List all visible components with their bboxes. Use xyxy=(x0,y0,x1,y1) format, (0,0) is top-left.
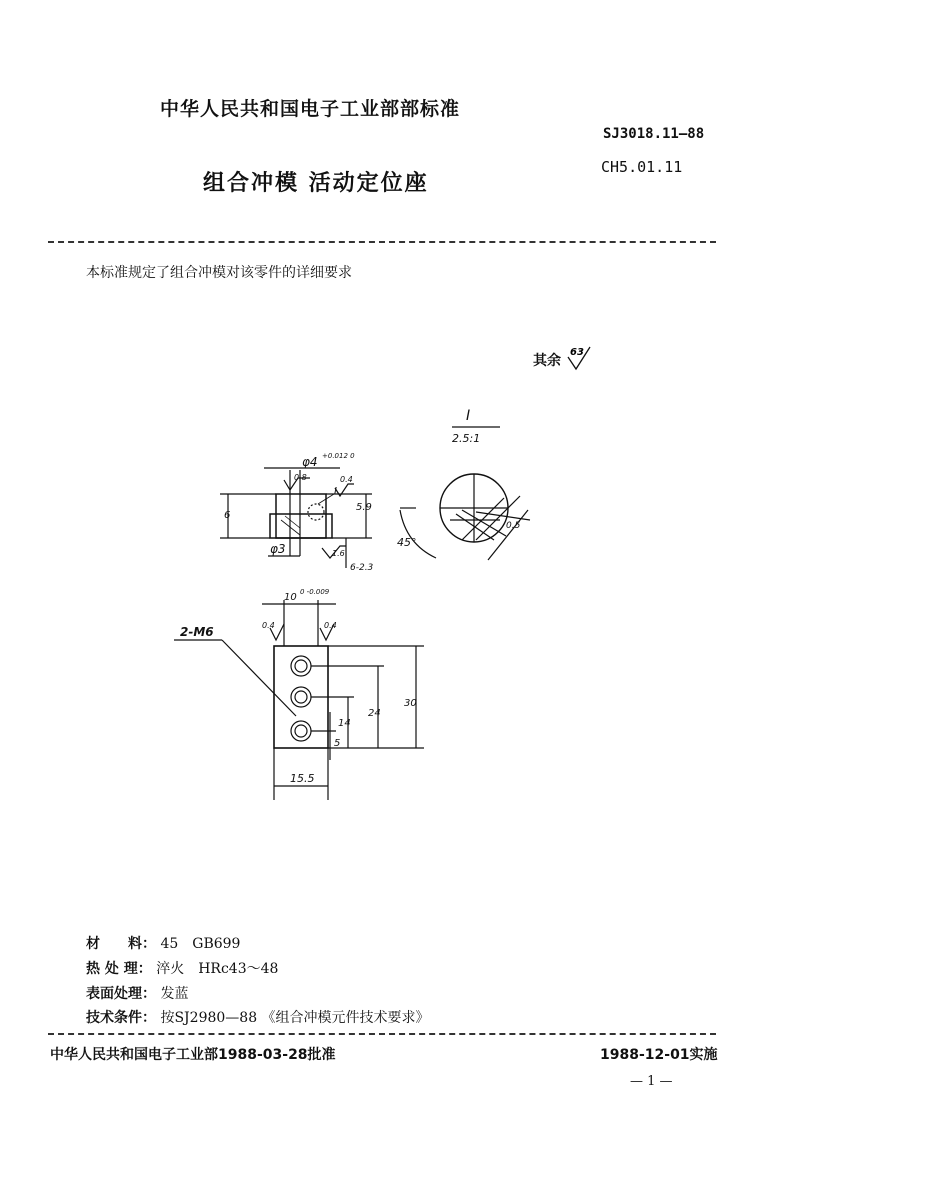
rough-04-label: 0.4 xyxy=(340,475,353,484)
spec-technical-conditions-label: 技术条件： xyxy=(86,1010,156,1026)
thread-hole-3 xyxy=(291,721,311,741)
effective-date: 1988-12-01实施 xyxy=(600,1047,718,1063)
top-view-body xyxy=(276,494,326,538)
rough-left-label: 0.4 xyxy=(262,621,275,630)
detail-ref-label: I xyxy=(334,486,337,497)
detail-width: 0.5 xyxy=(506,521,521,531)
spec-technical-conditions xyxy=(86,1007,430,1027)
dim-24-label: 24 xyxy=(368,708,381,719)
detail-scale: 2.5:1 xyxy=(452,432,481,445)
spec-heat-treatment-label: 热 处 理： xyxy=(86,961,152,977)
dim-30-label: 30 xyxy=(404,698,417,709)
dim-14-label: 14 xyxy=(338,718,351,729)
ch-code: CH5.01.11 xyxy=(601,158,683,176)
document-title: 组合冲模 活动定位座 xyxy=(203,171,429,196)
height-59-label: 5.9 xyxy=(356,502,372,513)
spec-surface-treatment-label: 表面处理： xyxy=(86,986,156,1002)
spec-material xyxy=(86,933,240,953)
height-6-label: 6 xyxy=(224,510,231,521)
width-10-label: 10 xyxy=(284,592,297,603)
diam-3-label: φ3 xyxy=(270,542,286,556)
dim-5-label: 5 xyxy=(334,738,341,749)
thread-label: 2-M6 xyxy=(180,625,214,639)
spec-heat-treatment-value: 淬火 HRc43～48 xyxy=(156,961,279,977)
rough-right-label: 0.4 xyxy=(324,621,337,630)
roughness-value: 63 xyxy=(569,347,584,358)
roughness-label: 其余 xyxy=(533,353,561,369)
spec-material-value: 45 GB699 xyxy=(160,936,241,952)
spec-material-label: 材 料： xyxy=(86,936,156,952)
rough-16-label: 1.6 xyxy=(332,549,345,558)
detail-angle: 45° xyxy=(397,536,417,549)
width-155-label: 15.5 xyxy=(290,772,315,785)
spec-surface-treatment xyxy=(86,983,188,1003)
spec-technical-conditions-value: 按SJ2980—88 《组合冲模元件技术要求》 xyxy=(160,1010,430,1026)
approval-note: 中华人民共和国电子工业部1988-03-28批准 xyxy=(50,1047,336,1063)
footer-divider xyxy=(48,1033,716,1035)
width-10-tolerance: 0 -0.009 xyxy=(300,588,330,596)
rough-08-label: 0.8 xyxy=(294,473,307,482)
issuing-organization: 中华人民共和国电子工业部部标准 xyxy=(160,98,461,120)
spec-surface-treatment-value: 发蓝 xyxy=(160,986,189,1002)
depth-label: 6-2.3 xyxy=(350,563,374,573)
bore-tolerance: +0.012 0 xyxy=(322,452,355,460)
intro-text: 本标准规定了组合冲模对该零件的详细要求 xyxy=(86,265,352,281)
thread-hole-1 xyxy=(291,656,311,676)
spec-heat-treatment xyxy=(86,958,278,978)
page-number: — 1 — xyxy=(630,1074,673,1089)
bore-dimension: φ4 xyxy=(302,455,318,469)
standard-code: SJ3018.11—88 xyxy=(603,126,705,142)
thread-hole-2 xyxy=(291,687,311,707)
detail-label: I xyxy=(466,408,471,424)
angle-arc xyxy=(400,510,436,558)
